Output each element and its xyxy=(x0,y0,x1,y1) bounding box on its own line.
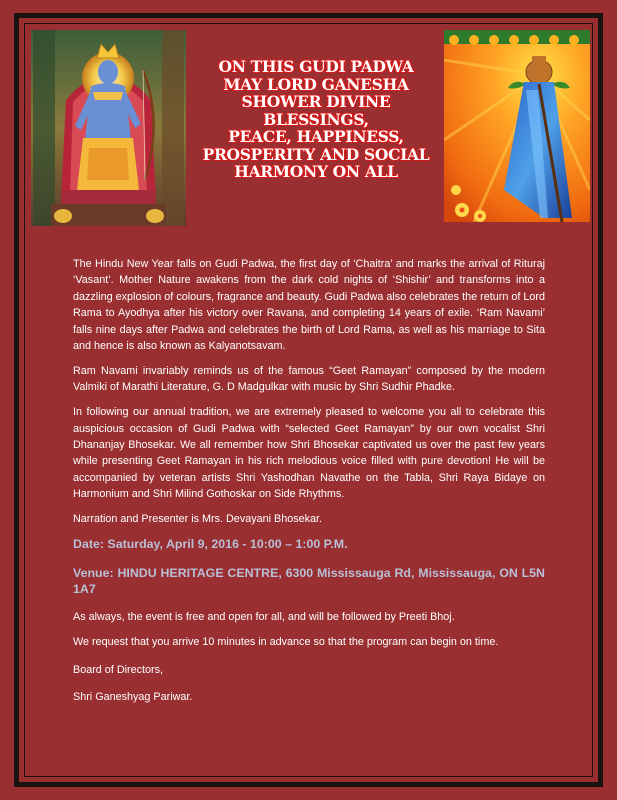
free-entry-paragraph: As always, the event is free and open for all, and will be followed by Preeti Bhoj. xyxy=(73,611,455,624)
headline-line: HARMONY ON ALL xyxy=(234,162,398,181)
flyer-body xyxy=(73,256,545,716)
headline-line: PROSPERITY AND SOCIAL xyxy=(202,144,430,164)
intro-paragraph: The Hindu New Year falls on Gudi Padwa, the first day of ‘Chaitra’ and marks the arrival of Rituraj ‘Vasant’. Mother Nature awakens from the dark cold nights of ‘Shishir’ and transforms into a dazzling explosion of colours, fragrance and beauty. Gudi Padwa also celebrates the return of Lord Rama to Ayodhya after his victory over Ravana, and completing 14 years of exile. ‘Ram Navami’ falls nine days after Padwa and celebrates the birth of Lord Rama, as well as his marriage to Sita and hence is also known as Kalyanotsavam. xyxy=(73,258,545,353)
event-venue: Venue: HINDU HERITAGE CENTRE, 6300 Mississauga Rd, Mississauga, ON L5N 1A7 xyxy=(73,565,545,596)
lord-rama-image xyxy=(31,30,186,226)
signature-pariwar: Shri Ganeshyag Pariwar. xyxy=(73,691,193,704)
geet-ramayan-paragraph: Ram Navami invariably reminds us of the famous “Geet Ramayan” composed by the modern Valmiki of Marathi Literature, G. D Madgulkar with music by Shri Sudhir Phadke. xyxy=(73,364,545,394)
greeting-headline xyxy=(190,58,442,181)
narration-paragraph: Narration and Presenter is Mrs. Devayani Bhosekar. xyxy=(73,513,323,526)
tradition-paragraph: In following our annual tradition, we are extremely pleased to welcome you all to celebrate this auspicious occasion of Gudi Padwa with “selected Geet Ramayan” by our own vocalist Shri Dhananjay Bhosekar. We all remember how Shri Bhosekar captivated us over the past few years while presenting Geet Ramayan in his rich melodious voice filled with pure devotion! He will be accompanied by veteran artists Shri Yashodhan Navathe on the Tabla, Shri Raya Bidaye on Harmonium and Shri Milind Gothoskar on Side Rhythms. xyxy=(73,406,545,501)
headline-line: PEACE, HAPPINESS, xyxy=(228,127,404,146)
headline-line: SHOWER DIVINE BLESSINGS, xyxy=(241,92,391,129)
arrival-request-paragraph: We request that you arrive 10 minutes in advance so that the program can begin on time. xyxy=(73,636,499,649)
gudi-image xyxy=(444,30,590,222)
signature-board: Board of Directors, xyxy=(73,663,164,676)
headline-line: ON THIS GUDI PADWA xyxy=(218,57,414,76)
event-date: Date: Saturday, April 9, 2016 - 10:00 – 1:00 P.M. xyxy=(73,537,348,552)
headline-line: MAY LORD GANESHA xyxy=(223,74,409,94)
